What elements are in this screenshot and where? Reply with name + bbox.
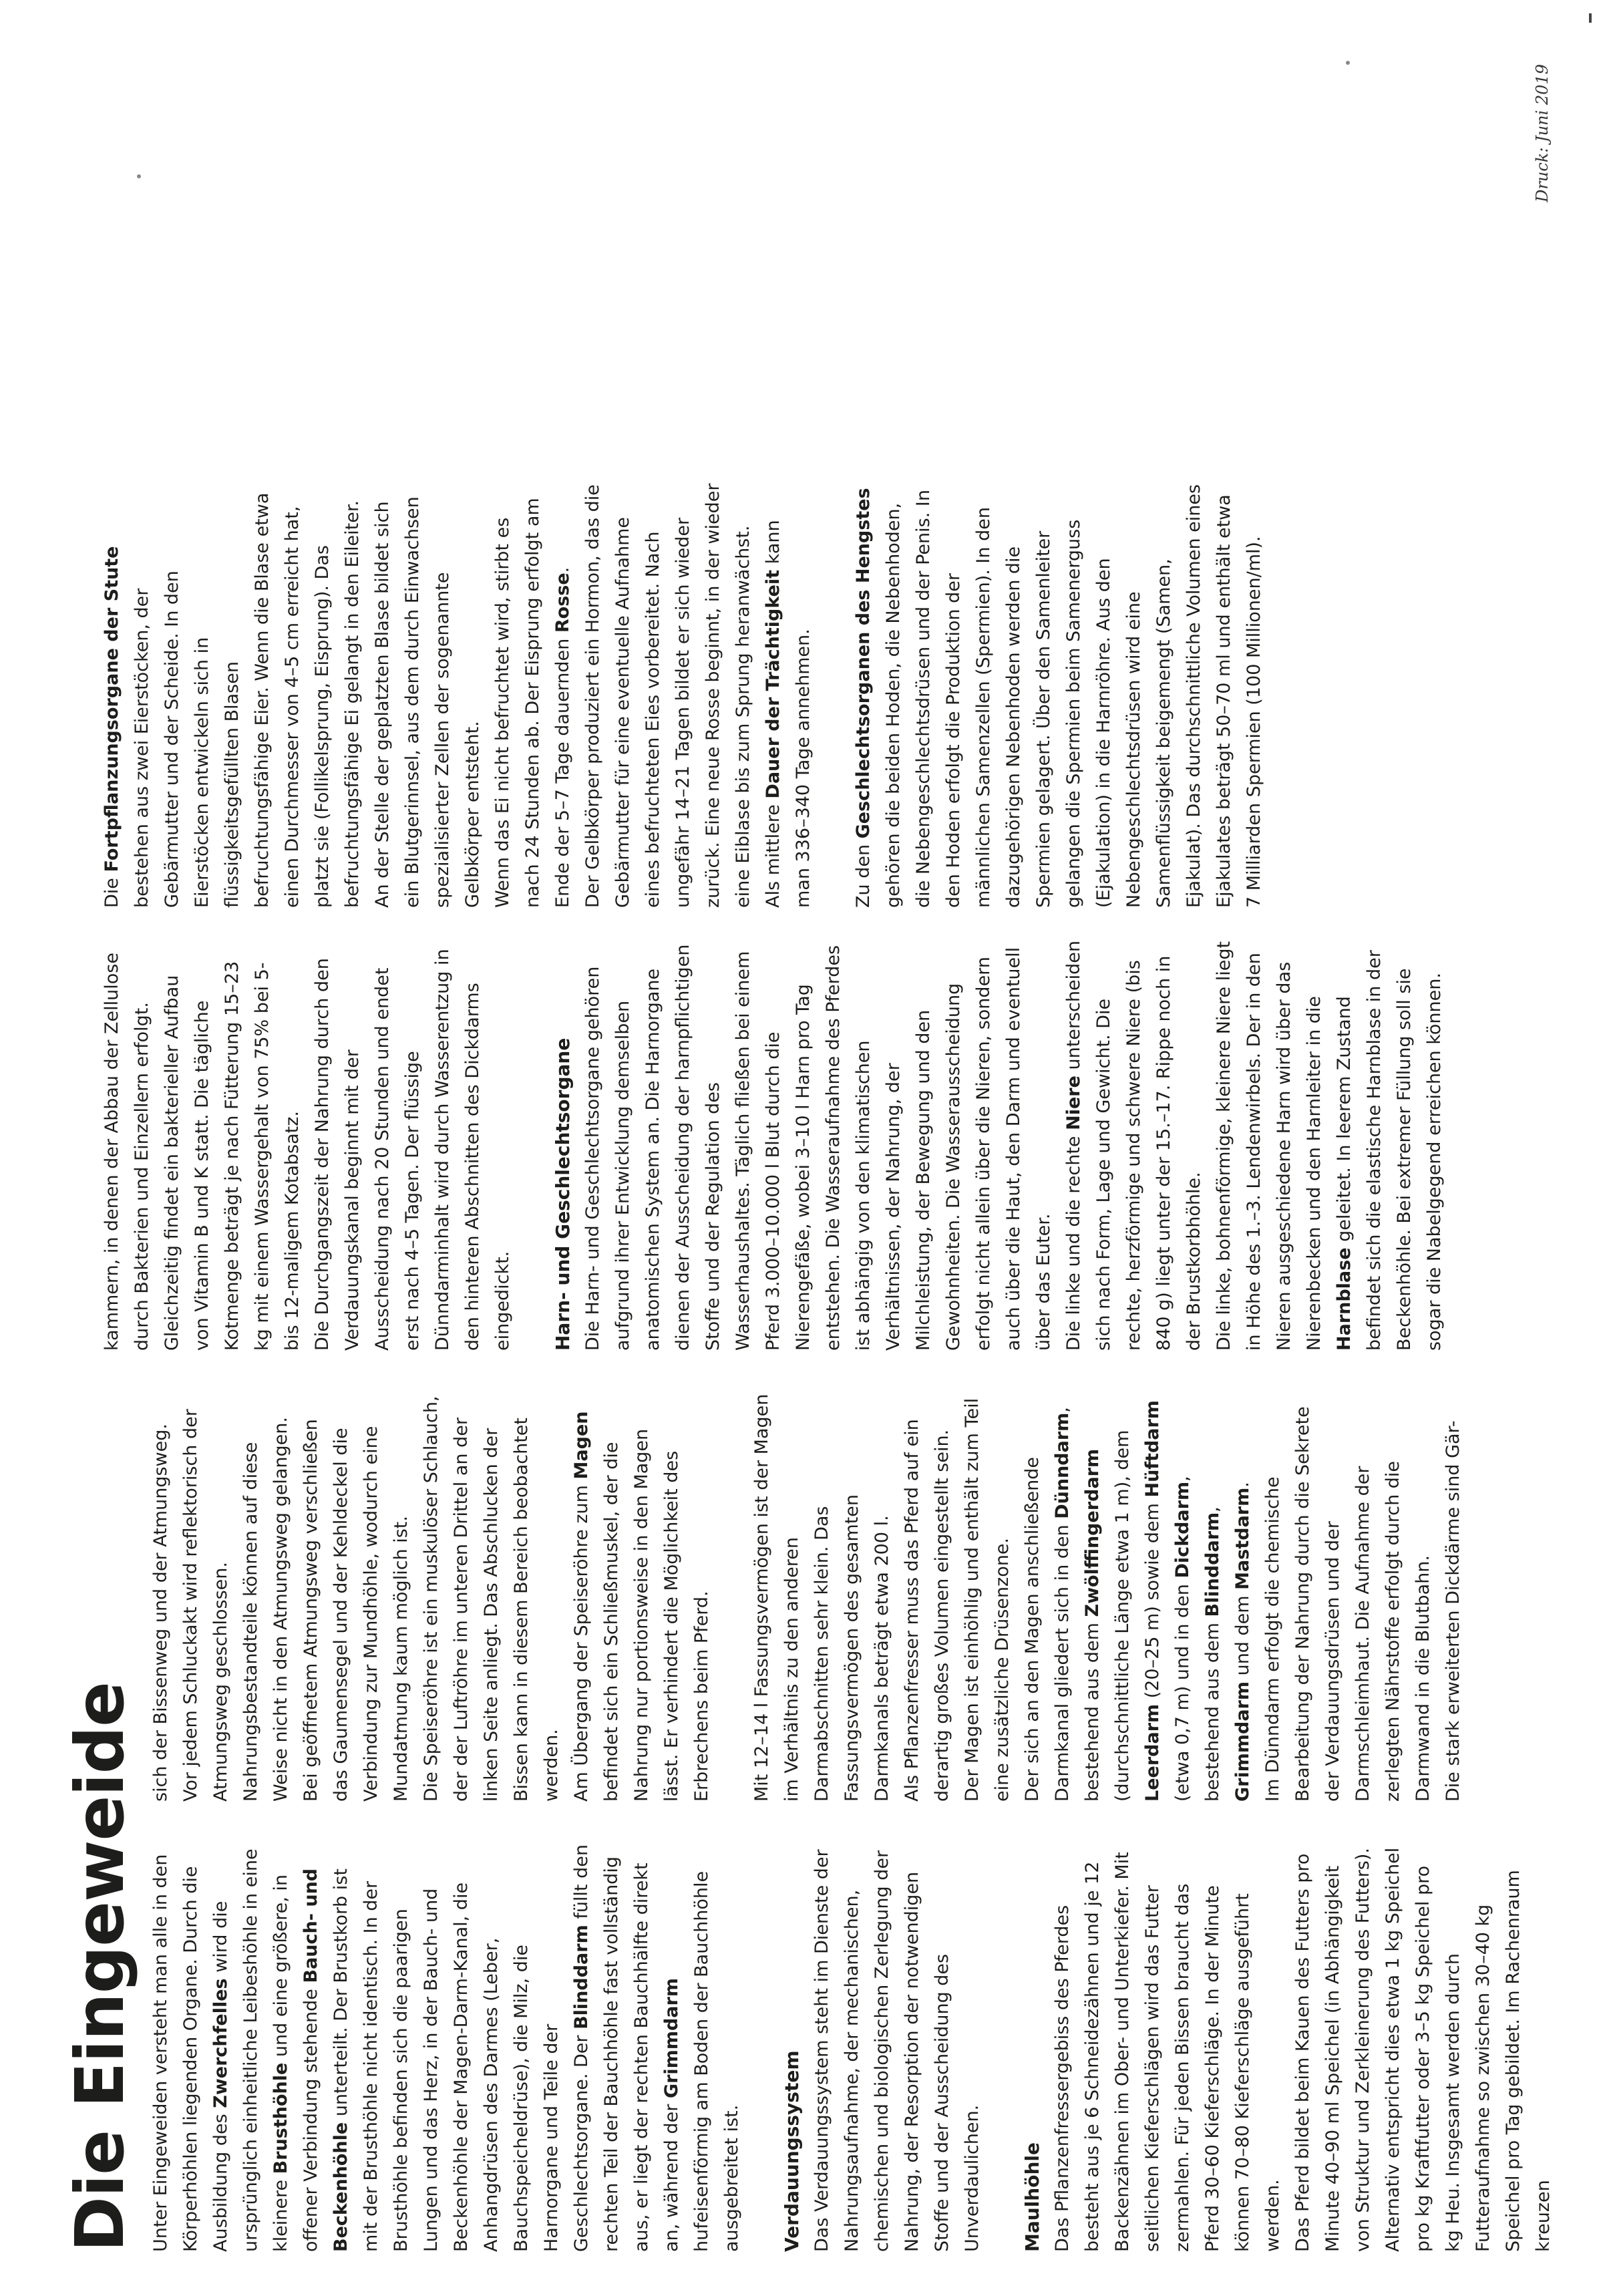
text-run: hufeisenförmig am Boden der Bauchhöhle ausgebreitet ist. [691,1870,742,2252]
bold-term: Grimmdarm [1232,1681,1253,1802]
paragraph: Das Pferd bildet beim Kauen des Futters pro Minute 40–90 ml Speichel (in Abhängigkeit von Struktur und Zerkleinerung des Futters). Alternativ entspricht dies etwa 1 kg Speichel pro kg Kraftfutter oder 3–5 kg Speichel pro kg Heu. Insgesamt werden durch Futteraufnahme so zwischen 30–40 kg Speichel pro Tag gebildet. Im Rachenraum kreuzen [1292,1847,1554,2252]
bold-term: Bauch- und Beckenhöhle [301,1868,351,2252]
text-run: unterteilt. Der Brustkorb ist mit der Brusthöhle nicht identisch. In der Brusthöhle befinden sich die paarigen Lungen und das Herz, in der Bauch- und Beckenhöhle der Magen-Darm-Kanal, die Anhangdrüsen des Darmes (Leber, Bauchspeicheldrüse), die Milz, die Harnorgane und Teile der Geschlechtsorgane. Der [331,1868,592,2252]
text-run: (durchschnittliche Länge etwa 1 m), dem [1112,1430,1133,1802]
text-run: , [1202,1506,1223,1512]
paragraph [1017,1391,1258,1802]
paragraph [566,1391,717,1802]
intro-paragraph [146,1841,747,2252]
bold-term: Brusthöhle [271,2062,291,2174]
bold-term: Fortpflanzungsorgane der Stute [102,546,122,872]
text-run: Unter Eingeweiden versteht man alle in den Körperhöhlen liegenden Organe. Durch die Ausbildung des [150,1854,231,2252]
text-run: (etwa 0,7 m) und in den [1172,1578,1193,1802]
text-run: (20–25 m) sowie dem [1142,1497,1163,1704]
paragraph [488,480,578,908]
text-run: befindet sich ein Schließmuskel, der die Nahrung nur portionsweise in den Magen lässt. Er verhindert die Möglichkeit des Erbrechens beim Pferd. [601,1428,712,1802]
text-run: Zu den [853,838,874,908]
text-run: bestehen aus zwei Eierstöcken, der Gebärmutter und der Scheide. In den Eierstöcken entwickeln sich in flüssigkeitsgefüllten Blasen befruchtungsfähige Eier. Wenn die Blase etwa einen Durchmesser von 4–5 cm erreicht hat, platzt sie (Follikelsprung, Eisprung). Das befruchtungsfähige Ei gelangt in den Eileiter. An der Stelle der geplatzten Blase bildet sich ein Blutgerinnsel, aus dem durch Einwachsen spezialisierter Zellen der sogenannte Gelbkörper entsteht. [132,492,483,908]
paragraph: Die Durchgangszeit der Nahrung durch den Verdauungskanal beginnt mit der Ausscheidung nach 20 Stunden und endet erst nach 4–5 Tagen. Der flüssige Dünndarminhalt wird durch Wasserentzug in den hinteren Abschnitten des Dickdarms eingedickt. [312,949,513,1351]
bold-term: Harnblase [1334,1247,1355,1351]
text-run: und dem [1232,1589,1253,1681]
text-run: unterscheiden sich nach Form, Lage und Gewicht. Die rechte, herzförmige und schwere Niere (bis 840 g) liegt unter der 15.–17. Rippe noch in der Brustkorbhöhle. [1063,940,1204,1351]
bold-term: Leerdarm [1142,1703,1163,1802]
section-heading-verdauung: Verdauungssystem [781,2050,803,2252]
paragraph: sich der Bissenweg und der Atmungsweg. Vor jedem Schluckakt wird reflektorisch der Atmungsweg geschlossen. Nahrungsbestandteile können auf diese Weise nicht in den Atmungsweg gelangen. Bei geöffnetem Atmungsweg verschließen das Gaumensegel und der Kehldeckel die Verbindung zur Mundhöhle, wodurch eine Mundatmung kaum möglich ist. [150,1409,411,1802]
bold-term: Mastdarm [1232,1487,1253,1590]
scan-speck [137,174,141,178]
text-run: geleitet. In leerem Zustand befindet sich die elastische Harnblase in der Beckenhöhle. Bei extremer Füllung soll sie sogar die Nabelgegend erreichen können. [1334,950,1445,1351]
text-run: und eine größere, in offener Verbindung stehende [271,1874,321,2252]
bold-term: Dauer der Trächtigkeit [763,569,783,799]
text-run: Am Übergang der Speiseröhre zum [571,1479,592,1802]
section-heading-harn: Harn- und Geschlechtsorgane [552,1037,574,1351]
paragraph: Die Harn- und Geschlechtsorgane gehören aufgrund ihrer Entwicklung demselben anatomischen System an. Die Harnorgane dienen der Ausscheidung der harnpflichtigen Stoffe und der Regulation des Wasserhaushaltes. Täglich fließen bei einem Pferd 3.000–10.000 l Blut durch die Nierengefäße, wobei 3–10 l Harn pro Tag entstehen. Die Wasseraufnahme des Pferdes ist abhängig von den klimatischen Verhältnissen, der Nahrung, der Milchleistung, der Bewegung und den Gewohnheiten. Die Wasserausscheidung erfolgt nicht allein über die Nieren, sondern auch über die Haut, den Darm und eventuell über das Euter. [582,944,1054,1351]
paragraph: Mit 12–14 l Fassungsvermögen ist der Magen im Verhältnis zu den anderen Darmabschnitten sehr klein. Das Fassungsvermögen des gesamten Darmkanals beträgt etwa 200 l. [751,1393,892,1802]
paragraph: Das Pflanzenfressergebiss des Pferdes besteht aus je 6 Schneidezähnen und je 12 Backenzähnen im Ober- und Unterkiefer. Mit seitlichen Kieferschlägen wird das Futter zermahlen. Für jeden Bissen braucht das Pferd 30–60 Kieferschläge. In der Minute können 70–80 Kieferschläge ausgeführt werden. [1052,1852,1283,2252]
paragraph: Als Pflanzenfresser muss das Pferd auf ein derartig großes Volumen eingestellt sein. [902,1419,952,1802]
text-run: . [552,566,573,573]
text-run: Der sich an den Magen anschließende Darmkanal gliedert sich in den [1022,1457,1073,1802]
text-run: . [1232,1482,1253,1488]
text-run: gehören die beiden Hoden, die Nebenhoden, die Nebengeschlechtsdrüsen und der Penis. In den Hoden erfolgt die Produktion der männlichen Samenzellen (Spermien). In den dazugehörigen Nebenhoden werden die Spermien gelagert. Über den Samenleiter gelangen die Spermien beim Samenerguss (Ejakulation) in die Harnröhre. Aus den Nebengeschlechtsdrüsen wird eine Samenflüssigkeit beigemengt (Samen, Ejakulat). Das durchschnittliche Volumen eines Ejakulates beträgt 50–70 ml und enthält etwa 7 Milliarden Spermien (100 Millionen/ml). [883,484,1264,908]
paragraph: kammern, in denen der Abbau der Zellulose durch Bakterien und Einzellern erfolgt. [102,953,152,1351]
text-run: , bestehend aus dem [1052,1407,1103,1802]
paragraph: Im Dünndarm erfolgt die chemische Bearbeitung der Nahrung durch die Sekrete der Verdauungsdrüsen und der Darmschleimhaut. Die Aufnahme der zerlegten Nährstoffe erfolgt durch die Darmwand in die Blutbahn. [1262,1406,1433,1802]
text-run: kann man 336–340 Tage annehmen. [763,520,814,908]
scan-speck [1346,61,1350,65]
text-column-4 [97,480,1269,908]
paragraph: Der Magen ist einhöhlig und enthält zum Teil eine zusätzliche Drüsenzone. [962,1398,1013,1802]
page-title: Die Eingeweide [61,1682,139,2252]
section-heading-maulhoehle: Maulhöhle [1021,2142,1043,2252]
paragraph [97,480,488,908]
bold-term: Dickdarm [1172,1481,1193,1579]
crop-mark [1589,13,1592,23]
bold-term: Hüftdarm [1142,1400,1163,1498]
paragraph: Die Speiseröhre ist ein muskulöser Schlauch, der der Luftröhre im unteren Drittel an der linken Seite anliegt. Das Abschlucken der Bissen kann in diesem Bereich beobachtet werden. [421,1396,562,1802]
bold-term: Magen [571,1411,592,1480]
paragraph: Das Verdauungssystem steht im Dienste der Nahrungsaufnahme, der mechanischen, chemischen und biologischen Zerlegung der Nahrung, der Resorption der notwendigen Stoffe und der Ausscheidung des Unverdaulichen. [812,1849,982,2252]
text-run: , bestehend aus dem [1172,1476,1223,1802]
text-run: Wenn das Ei nicht befruchtet wird, stirbt es nach 24 Stunden ab. Der Eisprung erfolgt am Ende der 5–7 Tage dauernden [492,498,573,908]
bold-term: Grimmdarm [661,1978,682,2099]
text-run: wird die ursprünglich einheitliche Leibeshöhle in eine kleinere [210,1848,291,2252]
text-column-2 [146,1391,1468,1802]
text-column-3 [97,940,1449,1351]
text-run: Als mittlere [763,798,783,908]
paragraph [848,480,1269,908]
paragraph [1059,940,1209,1351]
text-run: Die linke und die rechte [1063,1130,1084,1351]
paragraph: Gleichzeitig findet ein bakterieller Aufbau von Vitamin B und K statt. Die tägliche Kotmenge beträgt je nach Fütterung 15–23 kg mit einem Wassergehalt von 75% bei 5- bis 12-maligem Kotabsatz. [162,961,303,1351]
bold-term: Niere [1063,1076,1084,1130]
bold-term: Dünndarm [1052,1412,1073,1519]
paragraph: Die stark erweiterten Dickdärme sind Gär- [1443,1420,1463,1802]
paragraph [758,480,818,908]
bold-term: Geschlechtsorganen des Hengstes [853,488,874,839]
bold-term: Blinddarm [1202,1512,1223,1617]
bold-term: Blinddarm [571,1925,592,2029]
text-run: füllt den rechten Teil der Bauchhöhle fast vollständig aus, er liegt der rechten Bauchhälfte direkt an, während der [571,1844,682,2252]
bold-term: Rosse [552,572,573,633]
bold-term: Zwölffingerdarm [1082,1448,1103,1617]
text-run: Die linke, bohnenförmige, kleinere Niere liegt in Höhe des 1.–3. Lendenwirbels. Der in den Nieren ausgeschiedene Harn wird über das Nierenbecken und den Harnleiter in die [1214,941,1324,1351]
print-date-note: Druck: Juni 2019 [1533,64,1552,202]
paragraph [1209,940,1449,1351]
bold-term: Zwerchfelles [210,1978,231,2108]
text-run: Die [102,872,122,908]
paragraph: Der Gelbkörper produziert ein Hormon, das die Gebärmutter für eine eventuelle Aufnahme eines befruchteten Eies vorbereitet. Nach ungefähr 14–21 Tagen bildet er sich wieder zurück. Eine neue Rosse beginnt, in der wieder eine Eiblase bis zum Sprung heranwächst. [582,483,753,908]
text-column-1 [146,1841,1558,2252]
